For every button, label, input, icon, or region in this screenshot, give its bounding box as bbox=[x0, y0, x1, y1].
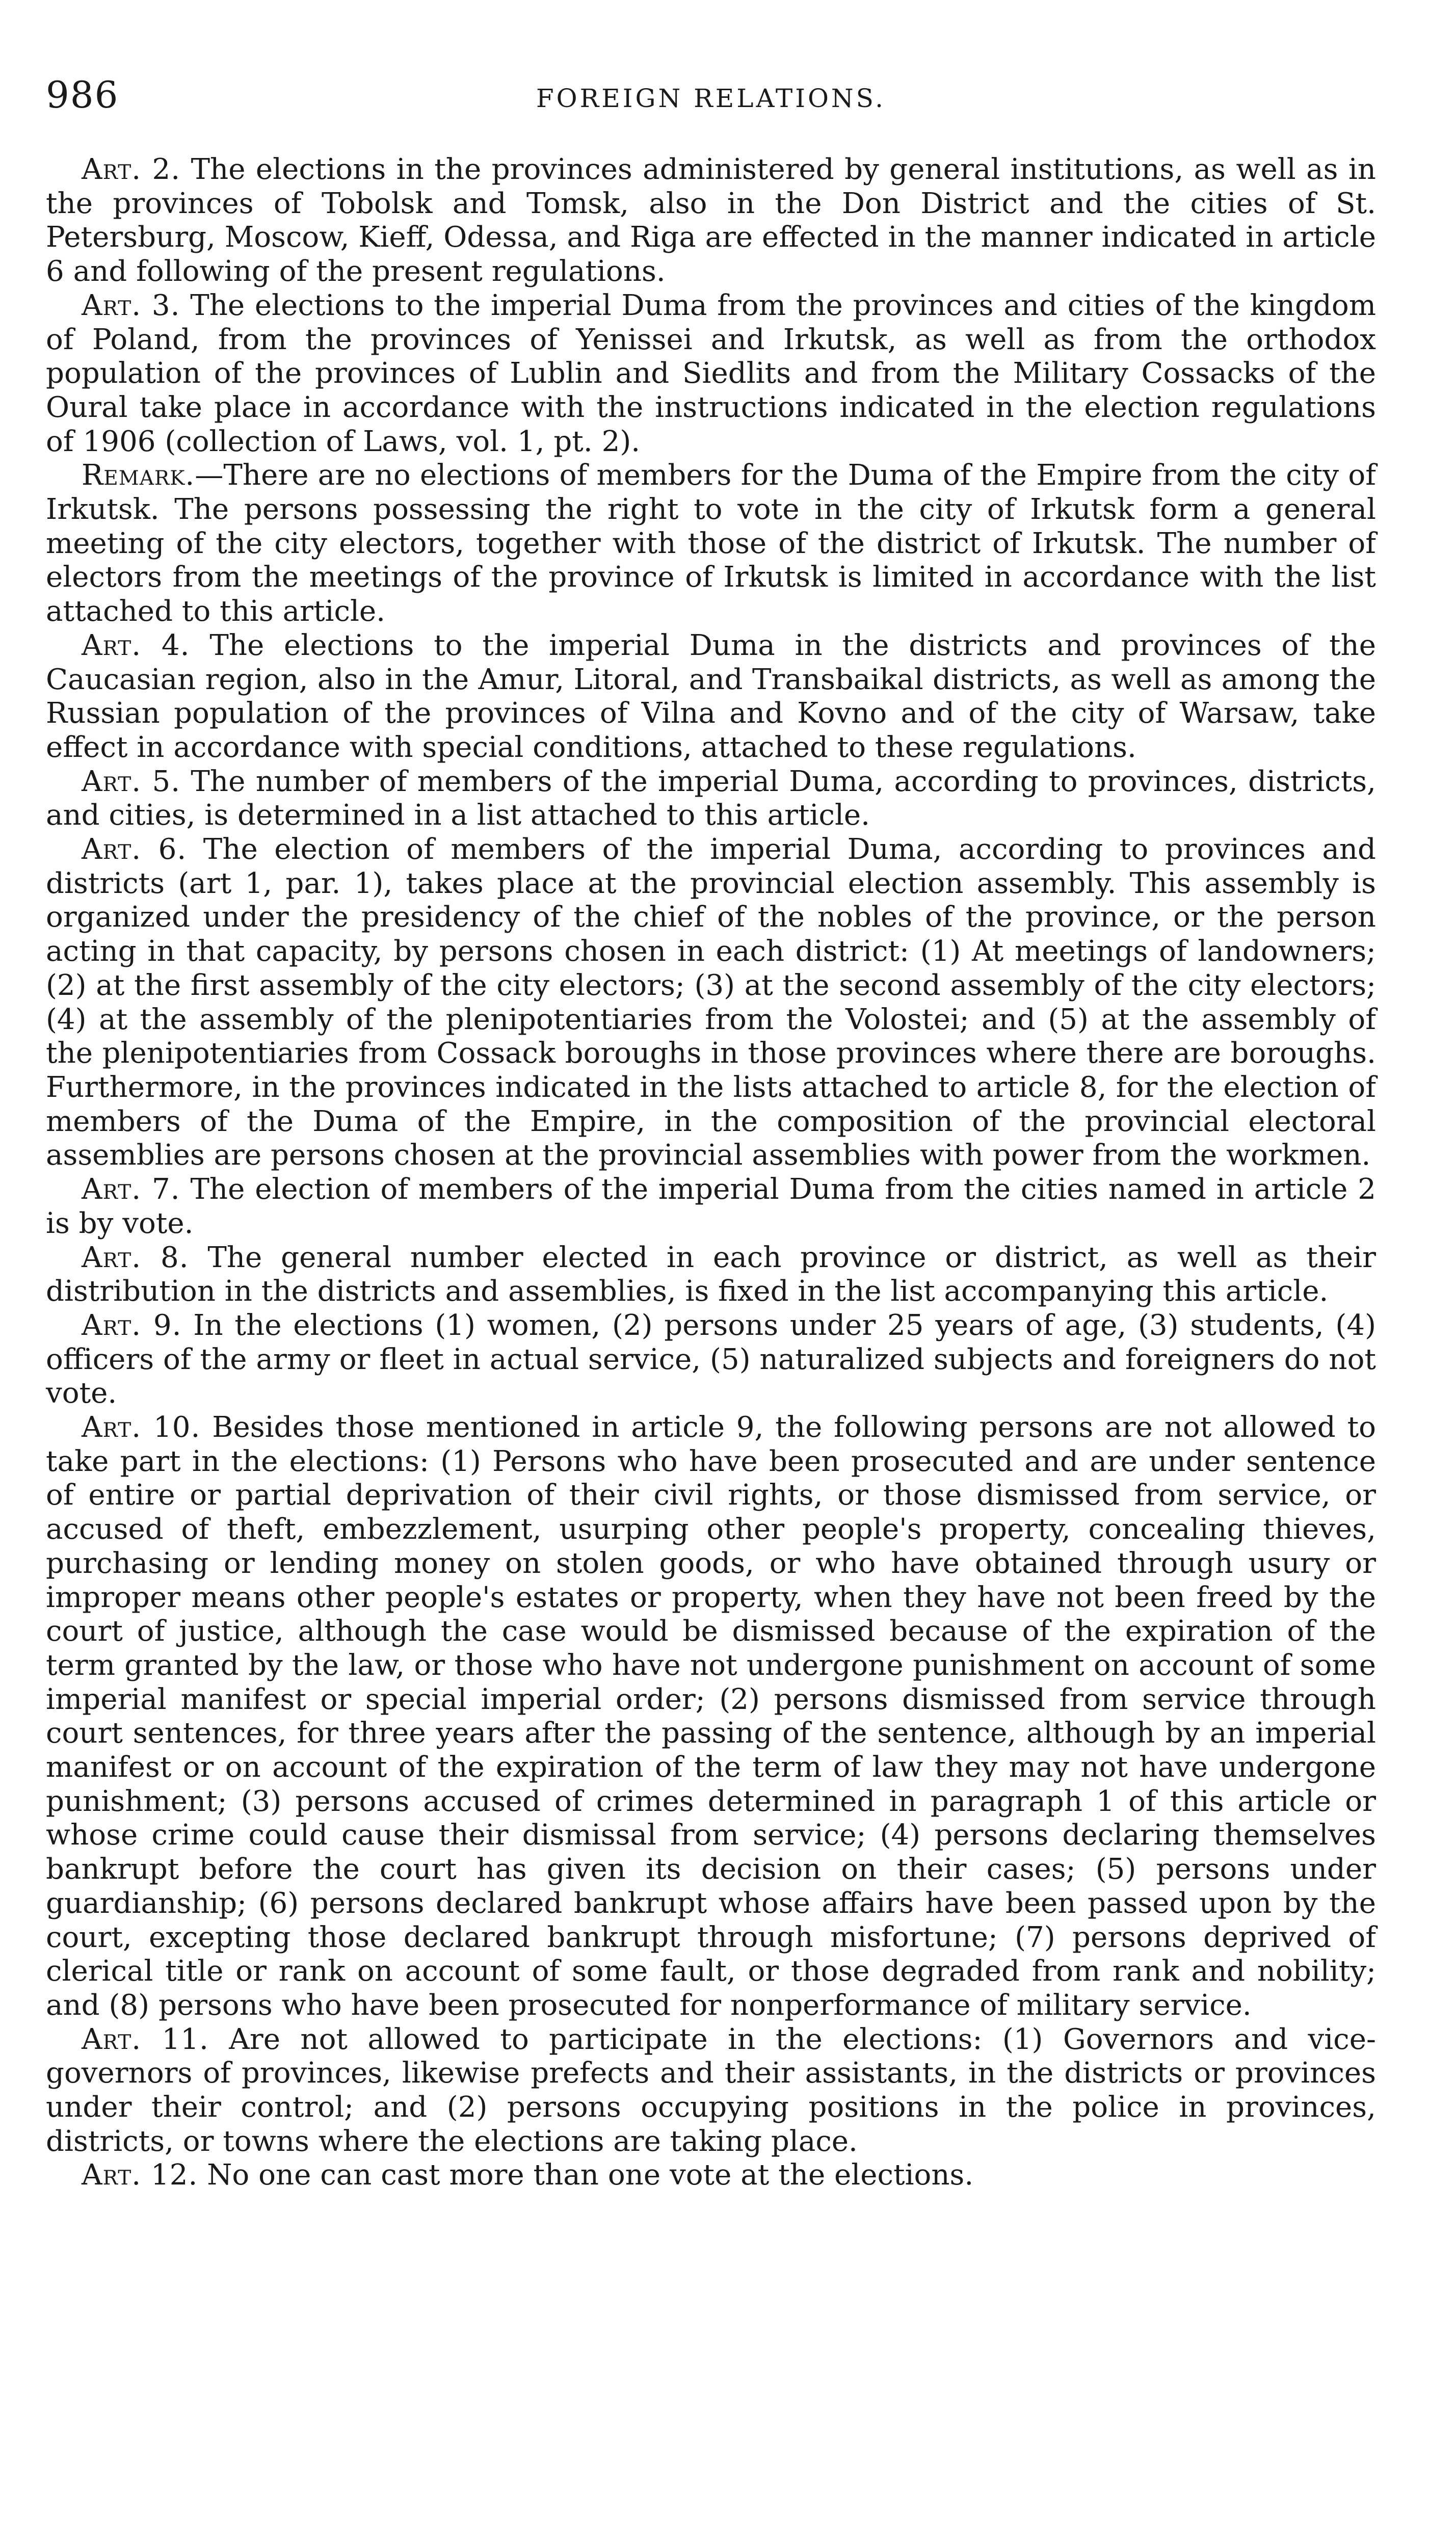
article-label: Art. 2. bbox=[82, 153, 181, 186]
article-9-paragraph bbox=[46, 1309, 1376, 1411]
document-body bbox=[46, 153, 1376, 2193]
article-label: Art. 10. bbox=[82, 1411, 201, 1444]
article-label: Art. 8. bbox=[82, 1241, 189, 1274]
page-header bbox=[46, 73, 1376, 133]
remark-label: Remark. bbox=[82, 459, 195, 492]
article-label: Art. 11. bbox=[82, 2022, 209, 2056]
article-text: The elections to the imperial Duma from the provinces and cities of the kingdom of Poland, from the provinces of Yenissei and Irkutsk, as well as from the orthodox population of the provinces of Lublin and Siedlits and from the Military Cossacks of the Oural take place in accordance with the instructions indicated in the election regulations of 1906 (collection of Laws, vol. 1, pt. 2). bbox=[46, 288, 1376, 458]
article-label: Art. 3. bbox=[82, 288, 180, 322]
article-label: Art. 5. bbox=[82, 765, 181, 798]
article-5-paragraph bbox=[46, 765, 1376, 833]
article-text: No one can cast more than one vote at the elections. bbox=[198, 2158, 974, 2192]
article-text: The election of members of the imperial Duma from the cities named in article 2 is by vote. bbox=[46, 1173, 1376, 1240]
article-text: The elections in the provinces administered by general institutions, as well as in the provinces of Tobolsk and Tomsk, also in the Don District and the cities of St. Petersburg, Moscow, Kieff, Odessa, and Riga are effected in the manner indicated in article 6 and following of the present regulations. bbox=[46, 153, 1376, 288]
article-3-paragraph bbox=[46, 289, 1376, 459]
article-text: The elections to the imperial Duma in the districts and provinces of the Caucasian region, also in the Amur, Litoral, and Transbaikal districts, as well as among the Russian population of the provinces of Vilna and Kovno and of the city of Warsaw, take effect in accordance with special conditions, attached to these regulations. bbox=[46, 628, 1376, 764]
article-text: The election of members of the imperial Duma, according to provinces and districts (art 1, par. 1), takes place at the provincial election assembly. This assembly is organized under the presidency of the chief of the nobles of the province, or the person acting in that capacity, by persons chosen in each district: (1) At meetings of landowners; (2) at the first assembly of the city electors; (3) at the second assembly of the city electors; (4) at the assembly of the plenipotentiaries from the Volostei; and (5) at the assembly of the plenipotentiaries from Cossack boroughs in those provinces where there are boroughs. Furthermore, in the provinces indicated in the lists attached to article 8, for the election of members of the Duma of the Empire, in the composition of the provincial electoral assemblies are persons chosen at the provincial assemblies with power from the workmen. bbox=[46, 833, 1376, 1172]
page-number: 986 bbox=[46, 73, 119, 116]
article-8-paragraph bbox=[46, 1241, 1376, 1309]
remark-paragraph bbox=[46, 459, 1376, 629]
article-text: The general number elected in each province or district, as well as their distribution in the districts and assemblies, is fixed in the list accompanying this article. bbox=[46, 1241, 1376, 1308]
article-2-paragraph bbox=[46, 153, 1376, 289]
running-title: FOREIGN RELATIONS. bbox=[536, 84, 886, 113]
article-11-paragraph bbox=[46, 2023, 1376, 2159]
article-label: Art. 6. bbox=[82, 833, 187, 866]
article-text: In the elections (1) women, (2) persons under 25 years of age, (3) students, (4) officers of the army or fleet in actual service, (5) naturalized subjects and foreigners do not vote. bbox=[46, 1308, 1376, 1410]
article-text: Are not allowed to participate in the elections: (1) Governors and vice-governors of provinces, likewise prefects and their assistants, in the districts or provinces under their control; and (2) persons occupying positions in the police in provinces, districts, or towns where the elections are taking place. bbox=[46, 2022, 1376, 2158]
article-6-paragraph bbox=[46, 833, 1376, 1173]
article-label: Art. 12. bbox=[82, 2158, 198, 2192]
article-4-paragraph bbox=[46, 629, 1376, 765]
article-label: Art. 9. bbox=[82, 1308, 182, 1342]
remark-text: —There are no elections of members for the Duma of the Empire from the city of Irkutsk. The persons possessing the right to vote in the city of Irkutsk form a general meeting of the city electors, together with those of the district of Irkutsk. The number of electors from the meetings of the province of Irkutsk is limited in accordance with the list attached to this article. bbox=[46, 459, 1376, 628]
article-label: Art. 7. bbox=[82, 1173, 180, 1206]
article-text: Besides those mentioned in article 9, the following persons are not allowed to take part in the elections: (1) Persons who have been prosecuted and are under sentence of entire or partial deprivation of their civil rights, or those dismissed from service, or accused of theft, embezzlement, usurping other people's property, concealing thieves, purchasing or lending money on stolen goods, or who have obtained through usury or improper means other people's estates or property, when they have not been freed by the court of justice, although the case would be dismissed because of the expiration of the term granted by the law, or those who have not undergone punishment on account of some imperial manifest or special imperial order; (2) persons dismissed from service through court sentences, for three years after the passing of the sentence, although by an imperial manifest or on account of the expiration of the term of law they may not have undergone punishment; (3) persons accused of crimes determined in paragraph 1 of this article or whose crime could cause their dismissal from service; (4) persons declaring themselves bankrupt before the court has given its decision on their cases; (5) persons under guardianship; (6) persons declared bankrupt whose affairs have been passed upon by the court, excepting those declared bankrupt through misfortune; (7) persons deprived of clerical title or rank on account of some fault, or those degraded from rank and nobility; and (8) persons who have been prosecuted for nonperformance of military service. bbox=[46, 1411, 1376, 2022]
document-page bbox=[46, 73, 1376, 2193]
article-10-paragraph bbox=[46, 1411, 1376, 2023]
article-7-paragraph bbox=[46, 1173, 1376, 1241]
article-12-paragraph bbox=[46, 2158, 1376, 2193]
article-label: Art. 4. bbox=[82, 628, 190, 662]
article-text: The number of members of the imperial Duma, according to provinces, districts, and cities, is determined in a list attached to this article. bbox=[46, 765, 1376, 832]
